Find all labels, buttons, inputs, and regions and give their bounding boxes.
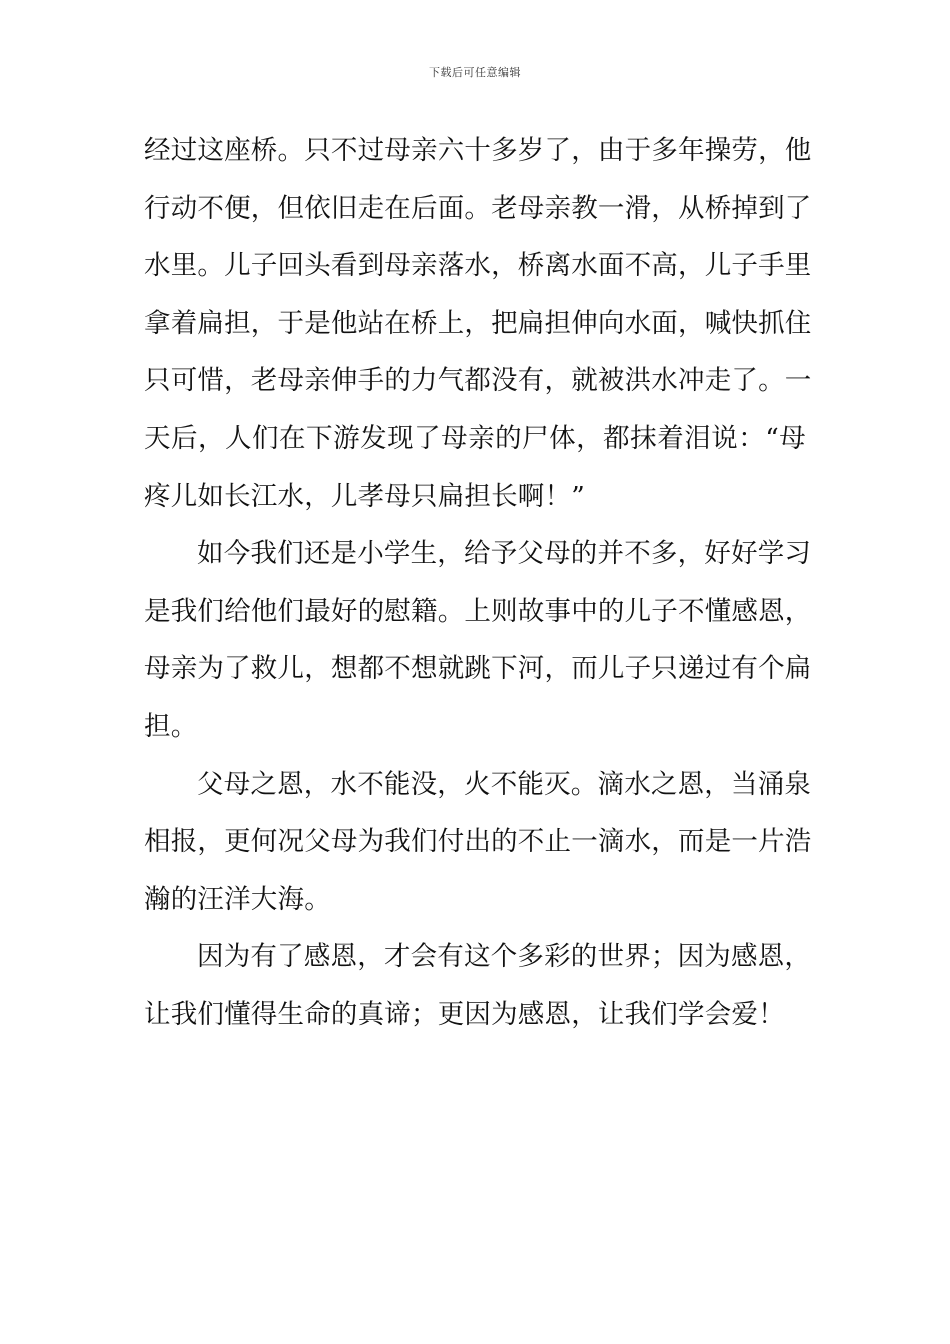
text-line: 父母之恩，水不能没，火不能灭。滴水之恩，当涌泉 [197, 768, 812, 800]
text-line: 如今我们还是小学生，给予父母的并不多，好好学习 [197, 538, 812, 570]
paragraph-1 [144, 130, 812, 533]
paragraph-3 [144, 764, 812, 937]
text-line: 相报，更何况父母为我们付出的不止一滴水，而是一片浩 [144, 826, 812, 858]
text-line: 因为有了感恩，才会有这个多彩的世界；因为感恩， [197, 941, 812, 973]
text-line: 是我们给他们最好的慰籍。上则故事中的儿子不懂感恩， [144, 595, 812, 627]
paragraph-4 [144, 936, 812, 1051]
text-line: 疼儿如长江水，儿孝母只扁担长啊！” [144, 480, 585, 512]
text-line: 天后，人们在下游发现了母亲的尸体，都抹着泪说：“母 [144, 422, 806, 454]
page-header: 下载后可任意编辑 [429, 66, 521, 79]
text-line: 让我们懂得生命的真谛；更因为感恩，让我们学会爱！ [144, 998, 785, 1030]
text-line: 拿着扁担，于是他站在桥上，把扁担伸向水面，喊快抓住 [144, 307, 812, 339]
text-line: 经过这座桥。只不过母亲六十多岁了，由于多年操劳，他 [144, 135, 812, 166]
text-line: 母亲为了救儿，想都不想就跳下河，而儿子只递过有个扁 [144, 653, 812, 685]
text-line: 担。 [144, 710, 198, 742]
text-line: 瀚的汪洋大海。 [144, 883, 331, 915]
text-line: 只可惜，老母亲伸手的力气都没有，就被洪水冲走了。一 [144, 365, 812, 397]
paragraph-2 [144, 533, 812, 763]
text-line: 水里。儿子回头看到母亲落水，桥离水面不高，儿子手里 [144, 250, 812, 282]
text-line: 行动不便，但依旧走在后面。老母亲教一滑，从桥掉到了 [144, 192, 812, 224]
document-body [144, 130, 812, 1052]
